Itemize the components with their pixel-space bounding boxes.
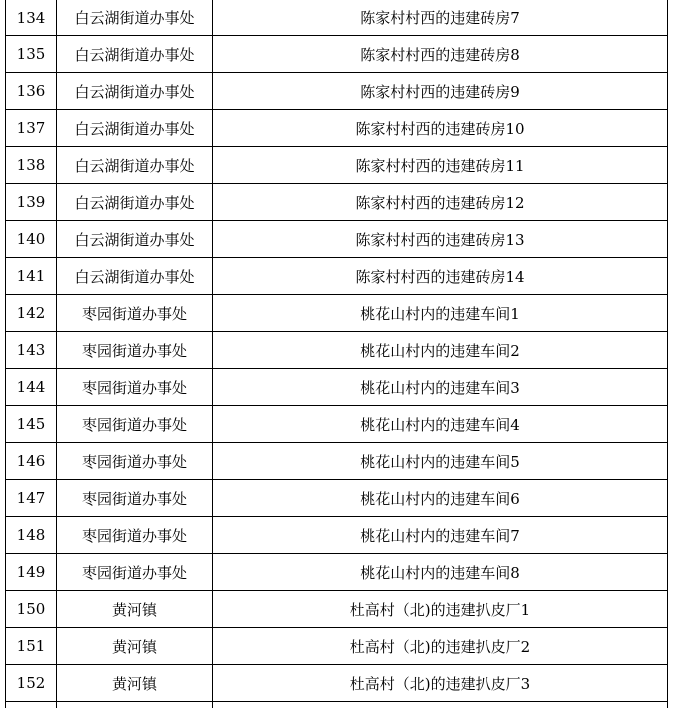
row-number: 149 <box>6 554 57 591</box>
table-row <box>6 665 668 702</box>
row-number: 151 <box>6 628 57 665</box>
row-organization: 白云湖街道办事处 <box>57 258 213 295</box>
table-row <box>6 369 668 406</box>
table-row <box>6 517 668 554</box>
row-organization: 白云湖街道办事处 <box>57 147 213 184</box>
row-number: 136 <box>6 73 57 110</box>
row-description: 杜高村（北)的违建扒皮厂1 <box>213 591 668 628</box>
row-description: 桃花山村内的违建车间3 <box>213 369 668 406</box>
row-description: 桃花山村内的违建车间8 <box>213 554 668 591</box>
row-number: 144 <box>6 369 57 406</box>
row-number: 135 <box>6 36 57 73</box>
row-description: 桃花山村内的违建车间2 <box>213 332 668 369</box>
row-number: 148 <box>6 517 57 554</box>
row-description: 陈家村村西的违建砖房7 <box>213 0 668 36</box>
row-organization: 白云湖街道办事处 <box>57 0 213 36</box>
row-description: 桃花山村内的违建车间4 <box>213 406 668 443</box>
table-row <box>6 332 668 369</box>
table-row <box>6 184 668 221</box>
row-organization: 枣园街道办事处 <box>57 369 213 406</box>
table-row-cut-off <box>6 702 668 708</box>
row-organization: 枣园街道办事处 <box>57 332 213 369</box>
table-row <box>6 480 668 517</box>
row-description: 陈家村村西的违建砖房10 <box>213 110 668 147</box>
row-number: 143 <box>6 332 57 369</box>
table-row <box>6 221 668 258</box>
row-number: 138 <box>6 147 57 184</box>
row-description: 陈家村村西的违建砖房11 <box>213 147 668 184</box>
table-row <box>6 554 668 591</box>
row-description: 陈家村村西的违建砖房13 <box>213 221 668 258</box>
row-number: 146 <box>6 443 57 480</box>
row-number: 141 <box>6 258 57 295</box>
row-number: 137 <box>6 110 57 147</box>
row-organization: 枣园街道办事处 <box>57 517 213 554</box>
row-description: 陈家村村西的违建砖房14 <box>213 258 668 295</box>
row-description: 陈家村村西的违建砖房8 <box>213 36 668 73</box>
row-description: 陈家村村西的违建砖房12 <box>213 184 668 221</box>
table-row <box>6 258 668 295</box>
row-organization-empty <box>57 702 213 708</box>
row-number: 134 <box>6 0 57 36</box>
row-organization: 黄河镇 <box>57 665 213 702</box>
row-organization: 黄河镇 <box>57 628 213 665</box>
row-organization: 黄河镇 <box>57 591 213 628</box>
row-organization: 白云湖街道办事处 <box>57 36 213 73</box>
row-organization: 枣园街道办事处 <box>57 406 213 443</box>
table-body <box>6 0 668 708</box>
row-description: 桃花山村内的违建车间1 <box>213 295 668 332</box>
table-row <box>6 295 668 332</box>
table-row <box>6 406 668 443</box>
row-number: 139 <box>6 184 57 221</box>
row-organization: 白云湖街道办事处 <box>57 184 213 221</box>
table-row <box>6 110 668 147</box>
row-organization: 枣园街道办事处 <box>57 480 213 517</box>
row-number: 142 <box>6 295 57 332</box>
row-number: 147 <box>6 480 57 517</box>
row-organization: 白云湖街道办事处 <box>57 73 213 110</box>
table-row <box>6 73 668 110</box>
table-row <box>6 591 668 628</box>
row-organization: 白云湖街道办事处 <box>57 110 213 147</box>
row-description: 桃花山村内的违建车间5 <box>213 443 668 480</box>
row-description: 杜高村（北)的违建扒皮厂2 <box>213 628 668 665</box>
row-number: 152 <box>6 665 57 702</box>
table-row <box>6 147 668 184</box>
row-description: 桃花山村内的违建车间7 <box>213 517 668 554</box>
table-row <box>6 443 668 480</box>
table-row <box>6 628 668 665</box>
table-row <box>6 36 668 73</box>
row-description: 桃花山村内的违建车间6 <box>213 480 668 517</box>
row-organization: 白云湖街道办事处 <box>57 221 213 258</box>
violations-table <box>5 0 668 708</box>
table-row <box>6 0 668 36</box>
row-number: 140 <box>6 221 57 258</box>
row-description: 杜高村（北)的违建扒皮厂3 <box>213 665 668 702</box>
row-organization: 枣园街道办事处 <box>57 443 213 480</box>
row-description: 陈家村村西的违建砖房9 <box>213 73 668 110</box>
row-description-empty <box>213 702 668 708</box>
row-number: 145 <box>6 406 57 443</box>
row-organization: 枣园街道办事处 <box>57 295 213 332</box>
row-number-empty <box>6 702 57 708</box>
row-organization: 枣园街道办事处 <box>57 554 213 591</box>
row-number: 150 <box>6 591 57 628</box>
